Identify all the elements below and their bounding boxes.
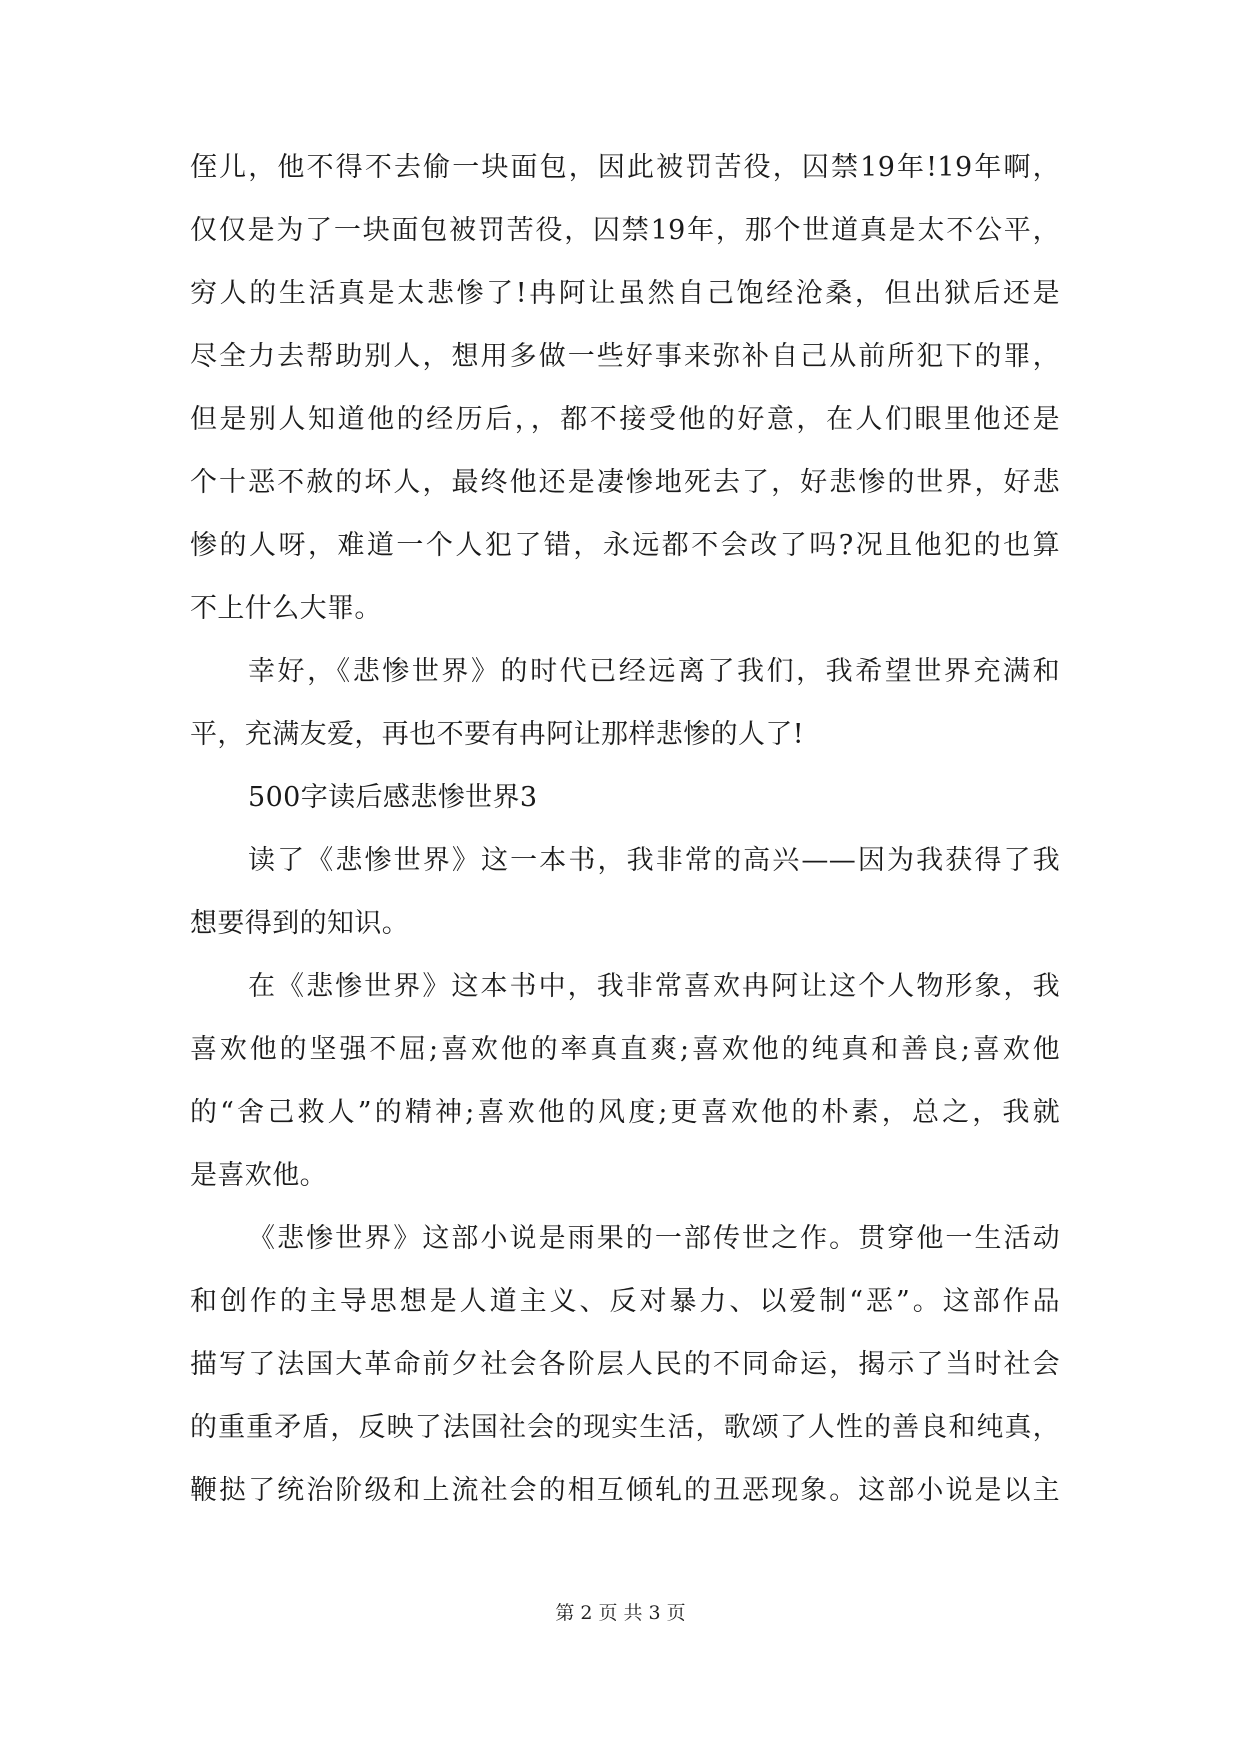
text-line: 仅仅是为了一块面包被罚苦役，囚禁19年，那个世道真是太不公平， (190, 215, 1060, 246)
text-line: 想要得到的知识。 (190, 908, 410, 939)
text-line: 和创作的主导思想是人道主义、反对暴力、以爱制“恶”。这部作品 (190, 1286, 1060, 1317)
paragraph-first-line: 读了《悲惨世界》这一本书，我非常的高兴——因为我获得了我 (248, 845, 1060, 876)
text-line: 惨的人呀，难道一个人犯了错，永远都不会改了吗?况且他犯的也算 (190, 530, 1060, 561)
text-line: 穷人的生活真是太悲惨了!冉阿让虽然自己饱经沧桑，但出狱后还是 (190, 278, 1060, 309)
text-line: 但是别人知道他的经历后，，都不接受他的好意，在人们眼里他还是 (190, 404, 1060, 435)
text-line: 不上什么大罪。 (190, 593, 382, 624)
text-line: 描写了法国大革命前夕社会各阶层人民的不同命运，揭示了当时社会 (190, 1349, 1060, 1380)
text-line: 个十恶不赦的坏人，最终他还是凄惨地死去了，好悲惨的世界，好悲 (190, 467, 1060, 498)
text-line: 的“舍己救人”的精神;喜欢他的风度;更喜欢他的朴素，总之，我就 (190, 1097, 1060, 1128)
text-line: 尽全力去帮助别人，想用多做一些好事来弥补自己从前所犯下的罪， (190, 341, 1060, 372)
paragraph-first-line: 《悲惨世界》这部小说是雨果的一部传世之作。贯穿他一生活动 (248, 1223, 1060, 1254)
page-number-footer: 第 2 页 共 3 页 (555, 1602, 686, 1624)
paragraph-first-line: 幸好，《悲惨世界》的时代已经远离了我们，我希望世界充满和 (248, 656, 1060, 687)
text-line: 的重重矛盾，反映了法国社会的现实生活，歌颂了人性的善良和纯真， (190, 1412, 1060, 1443)
text-line: 平，充满友爱，再也不要有冉阿让那样悲惨的人了! (190, 719, 805, 750)
text-line: 是喜欢他。 (190, 1160, 327, 1191)
text-line: 喜欢他的坚强不屈;喜欢他的率真直爽;喜欢他的纯真和善良;喜欢他 (190, 1034, 1060, 1065)
text-line: 侄儿，他不得不去偷一块面包，因此被罚苦役，囚禁19年!19年啊， (190, 152, 1060, 183)
text-line: 鞭挞了统治阶级和上流社会的相互倾轧的丑恶现象。这部小说是以主 (190, 1475, 1060, 1506)
section-heading: 500字读后感悲惨世界3 (248, 782, 538, 813)
paragraph-first-line: 在《悲惨世界》这本书中，我非常喜欢冉阿让这个人物形象，我 (248, 971, 1060, 1002)
